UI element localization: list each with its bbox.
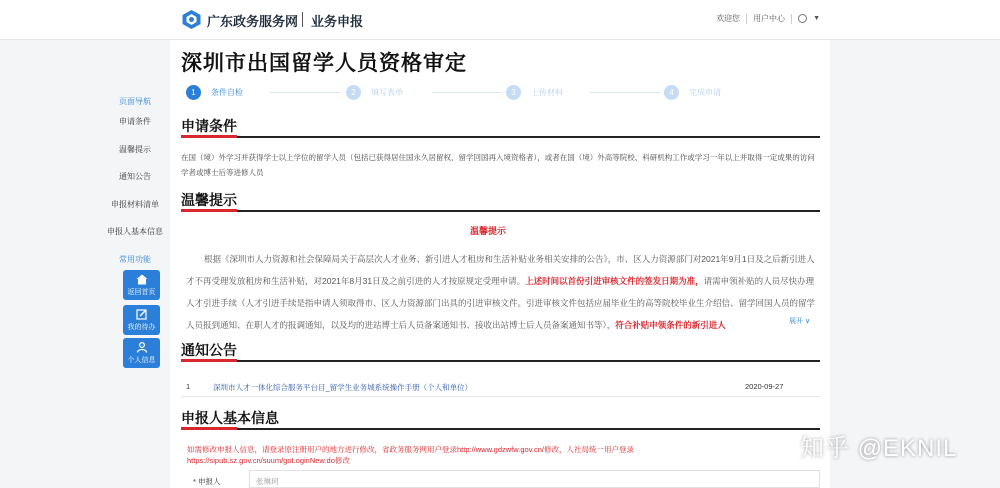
notice-date: 2020-09-27 xyxy=(745,382,784,391)
step-label: 条件自检 xyxy=(211,87,243,97)
welcome-text: 欢迎您 xyxy=(716,14,741,23)
conditions-text: 在国（境）外学习并获得学士以上学位的留学人员（包括已获得居住国永久居留权、留学回国再入境资格者），或者在国（境）外高等院校、科研机构工作或学习一年以上并取得一定成果的访问学者或博士后等进修人员 xyxy=(181,153,815,177)
notice-link[interactable]: 深圳市人才一体化综合服务平台目_留学生业务城系统操作手册（个人和单位） xyxy=(213,383,473,392)
quick-label: 返回首页 xyxy=(127,289,156,296)
page-title: 深圳市出国留学人员资格审定 xyxy=(181,52,467,75)
progress-steps xyxy=(186,84,826,100)
quick-heading: 常用功能 xyxy=(119,255,151,264)
gov-logo-icon[interactable] xyxy=(181,9,202,30)
tips-emphasis: 上述时间以首份引进审核文件的签发日期为准， xyxy=(525,276,704,286)
nav-heading: 页面导航 xyxy=(119,97,151,106)
step-3[interactable] xyxy=(506,84,563,100)
user-icon[interactable] xyxy=(798,14,807,23)
tips-text-part: 根据《深圳市人力资源和社会保障局关于高层次人才业务、新引进人才租房和生活补贴业务相关安排的公告》，市、区人力资源部门对2021年9月1日及之后新引进人才不再受理发放租房和生活补贴，对2021年8月31日及之前引进的人才按原规定受理申请。 xyxy=(186,254,815,286)
section-accent xyxy=(181,209,237,212)
section-title-tips: 温馨提示 xyxy=(181,192,237,208)
todo-button[interactable] xyxy=(123,305,160,335)
watermark-text: 知乎 @EKNIL xyxy=(800,435,958,462)
expand-link[interactable] xyxy=(789,316,810,326)
tips-text-part: 请需申领补贴的人员尽快办理人才引进手续（人才引进手续是指申请人须取得市、区人力资源部门出具的引进审核文件。引进审核文件包括应届毕业生的高等院校毕业生介绍信、留学回国人员的留学人员报到通知、在职人才的报调通知，以及均的进站博士后人员备案通知书、接收出站博士后人员备案通知书等）， xyxy=(186,276,816,330)
quick-label: 个人信息 xyxy=(127,357,156,364)
nav-item-notices[interactable]: 通知公告 xyxy=(119,172,151,181)
section-title-notices: 通知公告 xyxy=(181,342,237,358)
nav-item-applicant[interactable]: 申报人基本信息 xyxy=(107,227,163,236)
brand-name[interactable]: 广东政务服务网 xyxy=(207,14,299,29)
applicant-warning xyxy=(187,444,747,466)
home-icon xyxy=(136,274,148,285)
quick-label: 我的待办 xyxy=(127,324,156,331)
step-connector xyxy=(432,92,502,93)
step-label: 上传材料 xyxy=(531,87,563,97)
step-label: 完成申请 xyxy=(689,87,721,97)
step-4[interactable] xyxy=(664,84,721,100)
step-number: 1 xyxy=(186,85,201,100)
person-icon xyxy=(136,342,148,353)
divider xyxy=(791,14,792,24)
section-divider xyxy=(181,428,820,430)
chevron-down-icon: ∨ xyxy=(804,318,811,325)
top-header xyxy=(0,0,1000,40)
warning-line: 如需修改申报人信息，请登录原注册用户的地方进行修改，省政务服务网用户登录http://www.gdzwfw.gov.cn/修改，人社局统一用户登录 xyxy=(187,445,634,454)
section-title-applicant: 申报人基本信息 xyxy=(181,410,279,426)
step-1[interactable] xyxy=(186,84,243,100)
section-accent xyxy=(181,359,237,362)
step-label: 填写表单 xyxy=(371,87,403,97)
tips-heading: 温馨提示 xyxy=(470,226,507,236)
chevron-down-icon[interactable]: ▼ xyxy=(813,15,820,22)
divider xyxy=(746,14,747,24)
applicant-field xyxy=(181,470,820,488)
applicant-label: * 申报人 xyxy=(193,477,221,486)
section-title-conditions: 申请条件 xyxy=(181,118,237,134)
section-accent xyxy=(181,427,237,430)
nav-item-conditions[interactable]: 申请条件 xyxy=(119,117,151,126)
warning-line[interactable]: https://sipub.sz.gov.cn/suum/goLoginNew.do修改 xyxy=(187,456,350,465)
home-button[interactable] xyxy=(123,270,160,300)
step-2[interactable] xyxy=(346,84,403,100)
expand-label: 展开 xyxy=(789,318,803,325)
step-connector xyxy=(590,92,660,93)
step-number: 3 xyxy=(506,85,521,100)
tips-emphasis: 符合补贴申领条件的新引进人 xyxy=(615,320,726,330)
applicant-input[interactable]: 张琳珂 xyxy=(249,470,820,488)
section-accent xyxy=(181,135,237,138)
nav-item-tips[interactable]: 温馨提示 xyxy=(119,145,151,154)
section-divider xyxy=(181,360,820,362)
section-divider xyxy=(181,210,820,212)
user-center-link[interactable]: 用户中心 xyxy=(753,14,786,23)
step-number: 4 xyxy=(664,85,679,100)
step-number: 2 xyxy=(346,85,361,100)
top-right-menu xyxy=(716,13,820,24)
notice-number: 1 xyxy=(186,382,191,391)
section-divider xyxy=(181,136,820,138)
brand-subtitle: 业务申报 xyxy=(311,14,364,29)
step-connector xyxy=(270,92,340,93)
edit-icon xyxy=(136,309,148,320)
tips-text xyxy=(186,248,816,330)
profile-button[interactable] xyxy=(123,338,160,368)
nav-item-materials[interactable]: 申报材料清单 xyxy=(111,200,159,209)
notice-row[interactable] xyxy=(181,377,820,397)
brand-divider xyxy=(302,12,303,27)
